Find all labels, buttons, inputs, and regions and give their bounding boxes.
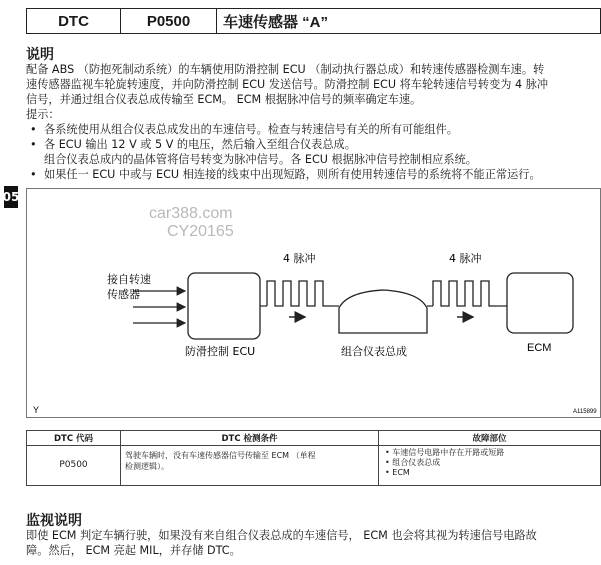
description-title: 说明: [26, 47, 54, 63]
dtc-label: DTC: [27, 9, 121, 33]
pulse-label-2: 4 脉冲: [449, 252, 482, 265]
pulse-waveform-1: [267, 281, 331, 306]
dtc-code: P0500: [121, 9, 217, 33]
table-row: [27, 445, 600, 485]
row-dtc-code: P0500: [27, 445, 121, 485]
ecm-block: [507, 273, 573, 333]
pulse-waveform-2: [433, 281, 497, 306]
header-detection-condition: DTC 检测条件: [121, 431, 379, 445]
diagram-svg: [27, 189, 601, 419]
input-label-line-2: 传感器: [107, 288, 140, 301]
hint-bullet-2: 各 ECU 输出 12 V 或 5 V 的电压，然后输入至组合仪表总成。: [44, 138, 356, 151]
hint-label: 提示：: [26, 108, 60, 121]
condition-line-2: 检测逻辑）。: [125, 462, 169, 471]
description-line-3: 信号，并通过组合仪表总成传输至 ECM。 ECM 根据脉冲信号的频率确定车速。: [26, 93, 422, 106]
watermark-text: CY20165: [167, 223, 234, 240]
dtc-header-table: [26, 8, 601, 34]
anti-skid-ecu-block: [188, 273, 260, 339]
section-tab: 05: [4, 186, 18, 208]
condition-line-1: 驾驶车辆时，没有车速传感器信号传输至 ECM （单程: [125, 451, 316, 460]
corner-mark-left: Y: [33, 405, 40, 415]
table-header-row: [27, 431, 600, 446]
ecm-label: ECM: [527, 342, 552, 354]
hint-bullet-1: 各系统使用从组合仪表总成发出的车速信号。检查与转速信号有关的所有可能组件。: [44, 123, 458, 136]
monitor-title: 监视说明: [26, 513, 82, 529]
bullet-dot: •: [30, 168, 37, 181]
bullet-dot: •: [30, 123, 37, 136]
combination-meter-block: [339, 290, 427, 333]
anti-skid-ecu-label: 防滑控制 ECU: [185, 345, 256, 358]
hint-bullet-2-continuation: 组合仪表总成内的晶体管将信号转变为脉冲信号。各 ECU 根据脉冲信号控制相应系统。: [44, 153, 477, 166]
monitor-line-2: 障。然后， ECM 亮起 MIL，并存储 DTC。: [26, 544, 241, 557]
pulse-label-1: 4 脉冲: [283, 252, 316, 265]
hint-bullet-3: 如果任一 ECU 中或与 ECU 相连接的线束中出现短路，则所有使用转速信号的系统将不能正常运行。: [44, 168, 541, 181]
dtc-title: 车速传感器 “A”: [223, 13, 329, 31]
header-trouble-area: 故障部位: [472, 434, 507, 444]
cause-item: • ECM: [385, 468, 410, 477]
cause-item: • 车速信号电路中存在开路或短路: [385, 448, 505, 457]
description-line-2: 速传感器监视车轮旋转速度，并向防滑控制 ECU 发送信号。防滑控制 ECU 将车轮转速信号转变为 4 脉冲: [26, 78, 549, 91]
figure-id: A115899: [573, 409, 597, 415]
monitor-line-1: 即使 ECM 判定车辆行驶，如果没有来自组合仪表总成的车速信号， ECM 也会将其视为转速信号电路故: [26, 529, 537, 542]
watermark-text: car388.com: [149, 205, 233, 222]
combination-meter-label: 组合仪表总成: [341, 345, 407, 358]
header-dtc-code: DTC 代码: [27, 431, 121, 445]
row-trouble-area: [379, 445, 600, 485]
dtc-detection-table: [26, 430, 601, 486]
signal-diagram: [26, 188, 601, 418]
cause-item: • 组合仪表总成: [385, 458, 441, 467]
input-label-line-1: 接自转速: [107, 273, 151, 286]
row-detection-condition: [121, 445, 379, 485]
bullet-dot: •: [30, 138, 37, 151]
description-line-1: 配备 ABS （防抱死制动系统）的车辆使用防滑控制 ECU （制动执行器总成）和转速传感器检测车速。转: [26, 63, 545, 76]
